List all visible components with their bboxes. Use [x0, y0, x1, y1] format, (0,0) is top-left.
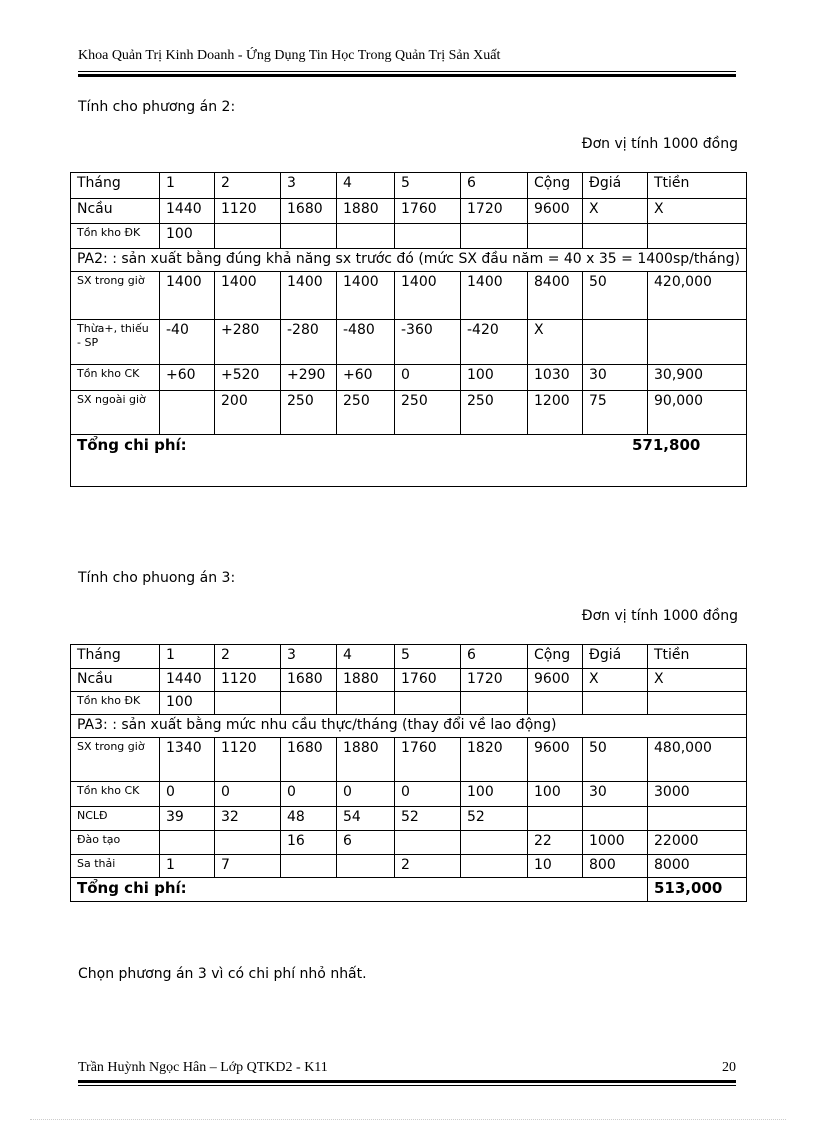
page-header: Khoa Quản Trị Kinh Doanh - Ứng Dụng Tin Học Trong Quản Trị Sản Xuất [78, 48, 501, 63]
pa3-row-head: Tháng 1 2 3 4 5 6 Cộng Đgiá Ttiền [71, 645, 747, 669]
pa3-unit: Đơn vị tính 1000 đồng [581, 608, 738, 624]
pa2-row-total [71, 435, 747, 487]
pa3-heading: Tính cho phuong án 3: [78, 570, 236, 586]
pa2-total-label: Tổng chi phí: [77, 436, 187, 454]
pa2-table [70, 172, 747, 487]
conclusion-text: Chọn phương án 3 vì có chi phí nhỏ nhất. [78, 966, 367, 982]
header-rule-thick [78, 74, 736, 77]
pa3-total-label: Tổng chi phí: [71, 878, 648, 902]
pa3-row-ncld: NCLĐ 39 32 48 54 52 52 [71, 807, 747, 831]
footer-rule-thick [78, 1080, 736, 1083]
pa3-row-desc: PA3: : sản xuất bằng mức nhu cầu thực/tháng (thay đổi về lao động) [71, 715, 747, 738]
pa3-row-ncau: Ncầu 1440 1120 1680 1880 1760 1720 9600 X X [71, 669, 747, 692]
pa2-row-tonkho-ck: Tồn kho CK +60 +520 +290 +60 0 100 1030 30 30,900 [71, 365, 747, 391]
pa2-row-ncau: Ncầu 1440 1120 1680 1880 1760 1720 9600 X X [71, 199, 747, 224]
pa2-heading: Tính cho phương án 2: [78, 99, 236, 115]
pa3-row-total [71, 878, 747, 902]
pa2-row-tonkho-dk: Tồn kho ĐK 100 [71, 224, 747, 249]
page-footer [78, 1060, 736, 1076]
pa3-row-sx-trong: SX trong giờ 1340 1120 1680 1880 1760 1820 9600 50 480,000 [71, 738, 747, 782]
pa3-total-value: 513,000 [648, 878, 747, 902]
pa2-total-value: 571,800 [632, 436, 701, 454]
pa2-unit: Đơn vị tính 1000 đồng [581, 136, 738, 152]
footer-rule-thin [78, 1085, 736, 1086]
pa3-table [70, 644, 747, 902]
pa2-row-sx-trong: SX trong giờ 1400 1400 1400 1400 1400 1400 8400 50 420,000 [71, 272, 747, 320]
pa3-row-sathai: Sa thải 1 7 2 10 800 8000 [71, 855, 747, 878]
footer-author: Trần Huỳnh Ngọc Hân – Lớp QTKD2 - K11 [78, 1060, 328, 1075]
header-rule-thin [78, 71, 736, 72]
pa2-row-sx-ngoai: SX ngoài giờ 200 250 250 250 250 1200 75 90,000 [71, 391, 747, 435]
page-number: 20 [722, 1060, 736, 1075]
pa2-row-head: Tháng 1 2 3 4 5 6 Cộng Đgiá Ttiền [71, 173, 747, 199]
pa3-row-tonkho-dk: Tồn kho ĐK 100 [71, 692, 747, 715]
pa2-row-desc: PA2: : sản xuất bằng đúng khả năng sx trước đó (mức SX đầu năm = 40 x 35 = 1400sp/tháng) [71, 249, 747, 272]
page-edge-divider [30, 1119, 786, 1120]
pa2-row-thua-thieu: Thừa+, thiếu - SP -40 +280 -280 -480 -360 -420 X [71, 320, 747, 365]
pa3-row-tonkho-ck: Tồn kho CK 0 0 0 0 0 100 100 30 3000 [71, 782, 747, 807]
pa3-row-daotao: Đào tạo 16 6 22 1000 22000 [71, 831, 747, 855]
